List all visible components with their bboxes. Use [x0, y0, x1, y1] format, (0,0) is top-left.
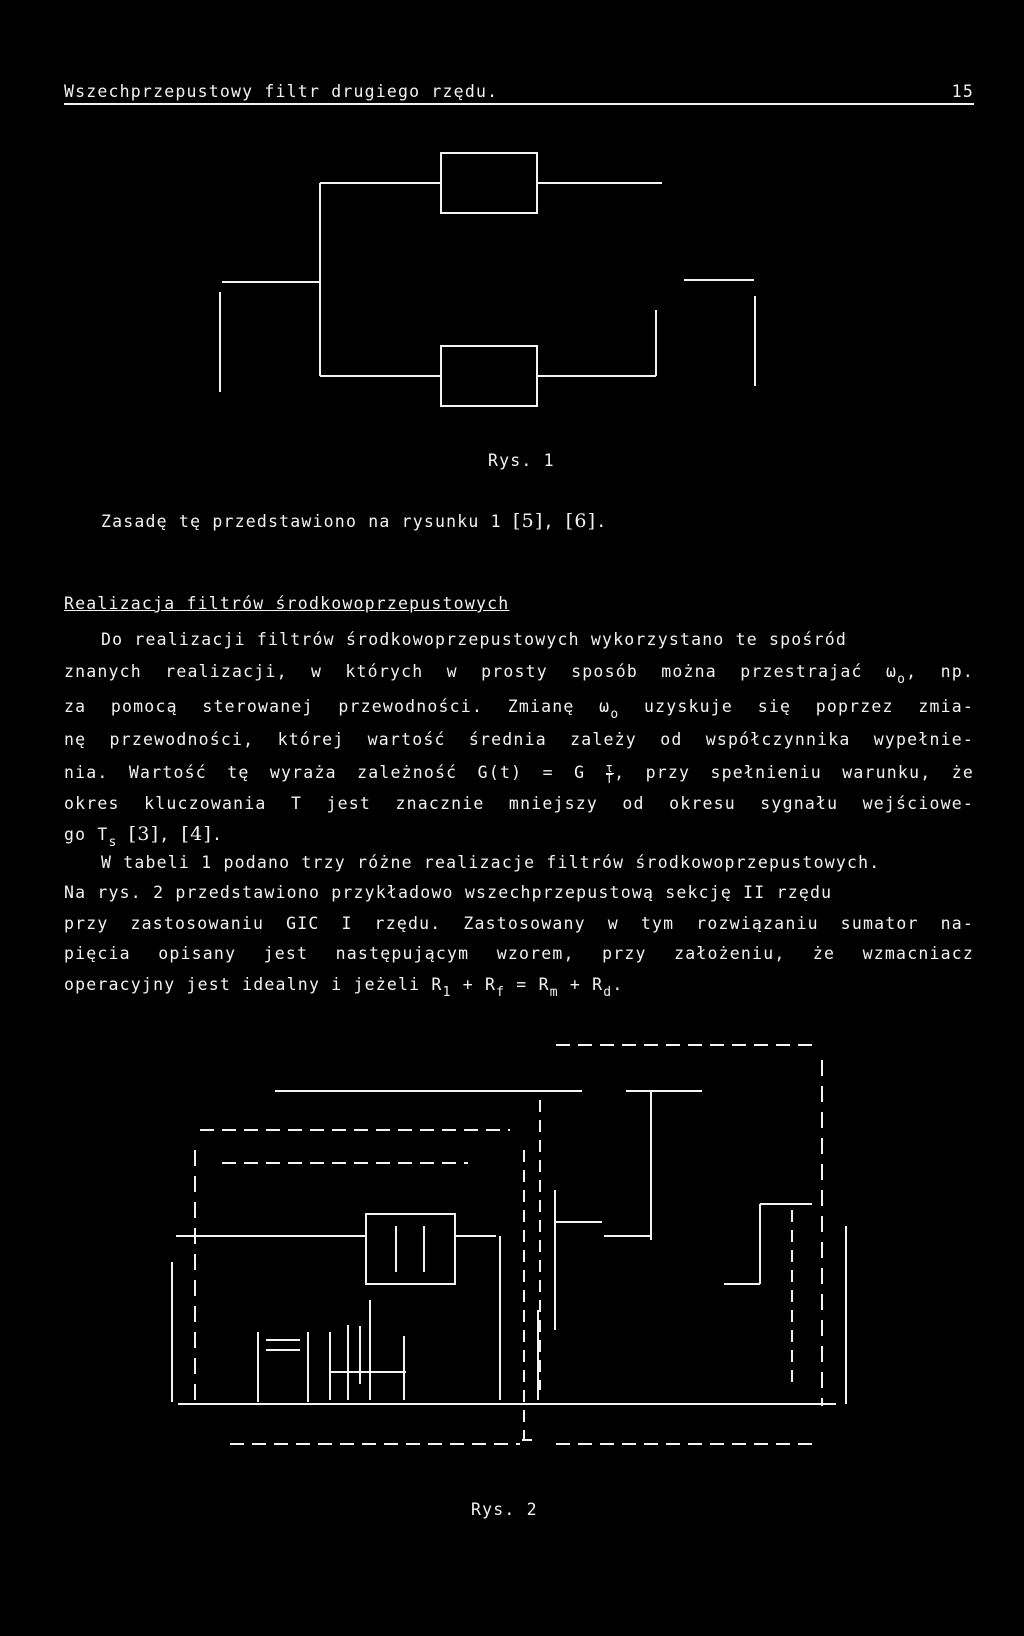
- citation-5: [5]: [512, 510, 544, 532]
- paragraph-2-line-5: operacyjny jest idealny i jeżeli $R_1 + R_f = R_m + R_d$.: [64, 975, 624, 1000]
- section-title: Realizacja filtrów środkowoprzepustowych: [64, 594, 510, 613]
- paragraph-1-line-1: Do realizacji filtrów środkowoprzepustowych wykorzystano te spośród: [101, 630, 847, 649]
- omega-symbol: ω: [886, 662, 898, 681]
- paragraph-2-line-3: przy zastosowaniu GIC I rzędu. Zastosowany w tym rozwiązaniu sumator na-: [64, 914, 974, 933]
- citation-3: [3]: [128, 823, 160, 845]
- figure-1-caption: Rys. 1: [488, 451, 555, 470]
- citation-4: [4]: [181, 823, 213, 845]
- paragraph-1-line-3: za pomocą sterowanej przewodności. Zmianę $\omega_o$ uzyskuje się poprzez zmia-: [64, 697, 974, 722]
- fraction-tau-over-T: $\frac{\tau}{T}$: [605, 761, 615, 786]
- figure-1-diagram: [0, 0, 1024, 520]
- figure-2-caption: Rys. 2: [471, 1500, 538, 1519]
- paragraph-2-line-1: W tabeli 1 podano trzy różne realizacje filtrów środkowoprzepustowych.: [101, 853, 881, 872]
- paragraph-1-line-2: znanych realizacji, w których w prosty sposób można przestrajać $\omega_o$, np.: [64, 662, 974, 687]
- intro-line: Zasadę tę przedstawiono na rysunku 1 [5], [6].: [101, 510, 608, 532]
- paragraph-1-line-7: go $T_s$ [3], [4].: [64, 823, 224, 850]
- citation-6: [6]: [565, 510, 597, 532]
- paragraph-2-line-2: Na rys. 2 przedstawiono przykładowo wszechprzepustową sekcję II rzędu: [64, 883, 833, 902]
- fig1-top-block: [441, 153, 537, 213]
- paragraph-2-line-4: pięcia opisany jest następującym wzorem, przy założeniu, że wzmacniacz: [64, 944, 974, 963]
- page-number: 15: [951, 82, 974, 101]
- fig1-bottom-block: [441, 346, 537, 406]
- page-header-title: Wszechprzepustowy filtr drugiego rzędu.: [64, 82, 499, 101]
- paragraph-1-line-4: nę przewodności, której wartość średnia zależy od współczynnika wypełnie-: [64, 730, 974, 749]
- paragraph-1-line-6: okres kluczowania T jest znacznie mniejszy od okresu sygnału wejściowe-: [64, 794, 974, 813]
- paragraph-1-line-5: nia. Wartość tę wyraża zależność G(t) = G $\frac{\tau}{T}$ , przy spełnieniu warunku, że: [64, 761, 974, 786]
